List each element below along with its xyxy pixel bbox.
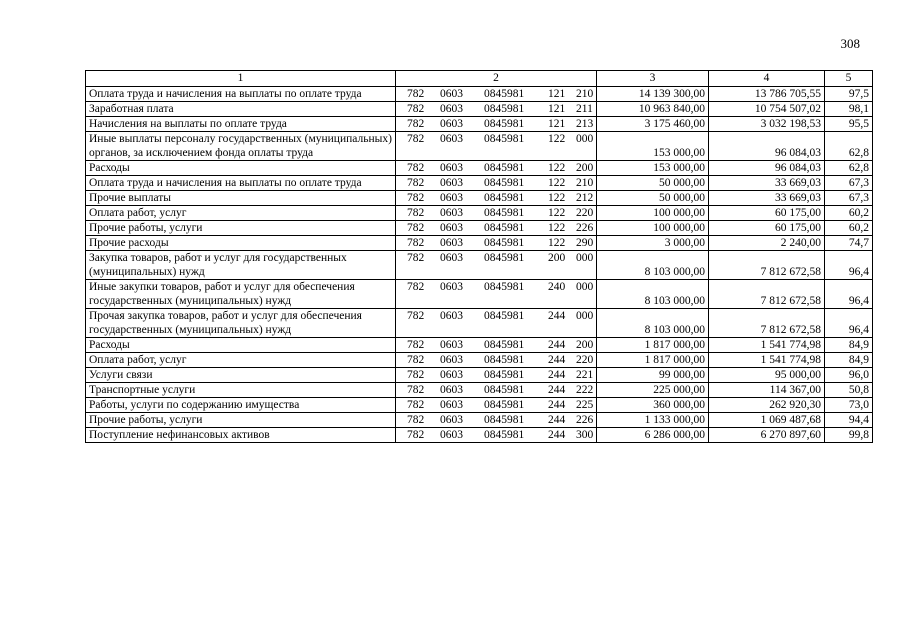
code-part: 0845981: [484, 133, 525, 145]
row-codes: [396, 117, 597, 132]
code-part: 244: [548, 310, 566, 322]
row-plan: 8 103 000,00: [597, 251, 709, 280]
row-name: Начисления на выплаты по оплате труда: [86, 117, 396, 132]
row-percent: 99,8: [825, 428, 873, 443]
code-part: 782: [407, 310, 425, 322]
row-name: Оплата труда и начисления на выплаты по оплате труда: [86, 176, 396, 191]
code-part: 0845981: [484, 162, 525, 174]
code-part: 0603: [440, 103, 463, 115]
row-plan: 100 000,00: [597, 221, 709, 236]
row-codes: [396, 413, 597, 428]
code-part: 0845981: [484, 103, 525, 115]
row-codes: [396, 176, 597, 191]
code-part: 221: [576, 369, 594, 381]
row-fact: 262 920,30: [709, 398, 825, 413]
code-part: 0845981: [484, 252, 525, 264]
code-part: 121: [548, 88, 566, 100]
table-row: [86, 280, 873, 309]
row-name: Работы, услуги по содержанию имущества: [86, 398, 396, 413]
code-part: 000: [576, 133, 594, 145]
row-codes: [396, 383, 597, 398]
code-part: 0845981: [484, 281, 525, 293]
page-number: 308: [840, 36, 860, 51]
row-percent: 73,0: [825, 398, 873, 413]
code-part: 0603: [440, 88, 463, 100]
table-row: [86, 132, 873, 161]
code-part: 782: [407, 118, 425, 130]
table-row: [86, 161, 873, 176]
row-codes: [396, 132, 597, 161]
code-part: 220: [576, 207, 594, 219]
row-codes: [396, 428, 597, 443]
table-row: [86, 117, 873, 132]
row-percent: 97,5: [825, 87, 873, 102]
row-plan: 3 000,00: [597, 236, 709, 251]
row-plan: 153 000,00: [597, 132, 709, 161]
code-part: 0603: [440, 162, 463, 174]
row-percent: 96,4: [825, 280, 873, 309]
row-percent: 94,4: [825, 413, 873, 428]
code-part: 222: [576, 384, 594, 396]
code-part: 0603: [440, 429, 463, 441]
code-part: 200: [576, 162, 594, 174]
code-part: 782: [407, 429, 425, 441]
code-part: 240: [548, 281, 566, 293]
row-fact: 33 669,03: [709, 176, 825, 191]
code-part: 244: [548, 369, 566, 381]
table-row: [86, 398, 873, 413]
row-codes: [396, 251, 597, 280]
row-name: Заработная плата: [86, 102, 396, 117]
code-part: 0845981: [484, 88, 525, 100]
row-name: Расходы: [86, 338, 396, 353]
row-percent: 62,8: [825, 161, 873, 176]
row-fact: 10 754 507,02: [709, 102, 825, 117]
code-part: 782: [407, 133, 425, 145]
code-part: 782: [407, 237, 425, 249]
code-part: 0603: [440, 369, 463, 381]
code-part: 782: [407, 399, 425, 411]
table-row: [86, 102, 873, 117]
code-part: 0845981: [484, 310, 525, 322]
code-part: 782: [407, 414, 425, 426]
row-name: Транспортные услуги: [86, 383, 396, 398]
code-part: 0845981: [484, 118, 525, 130]
code-part: 244: [548, 399, 566, 411]
row-fact: 1 541 774,98: [709, 353, 825, 368]
row-name: Расходы: [86, 161, 396, 176]
row-plan: 153 000,00: [597, 161, 709, 176]
row-percent: 84,9: [825, 338, 873, 353]
row-percent: 62,8: [825, 132, 873, 161]
row-name: Прочие выплаты: [86, 191, 396, 206]
code-part: 0603: [440, 118, 463, 130]
table-row: [86, 87, 873, 102]
table-row: [86, 309, 873, 338]
code-part: 122: [548, 177, 566, 189]
row-plan: 225 000,00: [597, 383, 709, 398]
code-part: 0603: [440, 177, 463, 189]
row-percent: 95,5: [825, 117, 873, 132]
row-plan: 3 175 460,00: [597, 117, 709, 132]
row-codes: [396, 353, 597, 368]
row-name: Прочая закупка товаров, работ и услуг для обеспечения государственных (муниципальных) нужд: [86, 309, 396, 338]
code-part: 211: [576, 103, 593, 115]
code-part: 0603: [440, 252, 463, 264]
row-name: Прочие работы, услуги: [86, 413, 396, 428]
code-part: 226: [576, 222, 594, 234]
code-part: 300: [576, 429, 594, 441]
code-part: 0845981: [484, 339, 525, 351]
row-name: Услуги связи: [86, 368, 396, 383]
table-row: [86, 206, 873, 221]
code-part: 0845981: [484, 384, 525, 396]
code-part: 782: [407, 162, 425, 174]
code-part: 782: [407, 384, 425, 396]
code-part: 0845981: [484, 207, 525, 219]
row-fact: 1 541 774,98: [709, 338, 825, 353]
header-cell: 3: [597, 71, 709, 87]
row-fact: 33 669,03: [709, 191, 825, 206]
row-percent: 60,2: [825, 206, 873, 221]
header-cell: 4: [709, 71, 825, 87]
code-part: 122: [548, 207, 566, 219]
row-name: Оплата труда и начисления на выплаты по оплате труда: [86, 87, 396, 102]
code-part: 000: [576, 310, 594, 322]
code-part: 122: [548, 133, 566, 145]
table-row: [86, 413, 873, 428]
code-part: 122: [548, 237, 566, 249]
code-part: 0845981: [484, 369, 525, 381]
code-part: 000: [576, 281, 594, 293]
code-part: 0845981: [484, 399, 525, 411]
code-part: 0603: [440, 237, 463, 249]
code-part: 782: [407, 207, 425, 219]
header-cell: 5: [825, 71, 873, 87]
code-part: 0845981: [484, 237, 525, 249]
row-codes: [396, 221, 597, 236]
code-part: 213: [576, 118, 594, 130]
row-name: Прочие работы, услуги: [86, 221, 396, 236]
table-row: [86, 191, 873, 206]
row-plan: 1 133 000,00: [597, 413, 709, 428]
code-part: 210: [576, 88, 594, 100]
table-row: [86, 428, 873, 443]
code-part: 212: [576, 192, 594, 204]
row-codes: [396, 191, 597, 206]
row-plan: 1 817 000,00: [597, 353, 709, 368]
code-part: 0603: [440, 281, 463, 293]
table-row: [86, 383, 873, 398]
code-part: 244: [548, 384, 566, 396]
code-part: 0845981: [484, 414, 525, 426]
code-part: 244: [548, 339, 566, 351]
code-part: 210: [576, 177, 594, 189]
code-part: 782: [407, 88, 425, 100]
code-part: 0603: [440, 133, 463, 145]
row-plan: 10 963 840,00: [597, 102, 709, 117]
row-fact: 60 175,00: [709, 206, 825, 221]
row-codes: [396, 280, 597, 309]
row-codes: [396, 398, 597, 413]
row-plan: 14 139 300,00: [597, 87, 709, 102]
row-percent: 50,8: [825, 383, 873, 398]
row-fact: 1 069 487,68: [709, 413, 825, 428]
row-name: Оплата работ, услуг: [86, 206, 396, 221]
row-percent: 96,4: [825, 251, 873, 280]
code-part: 782: [407, 222, 425, 234]
code-part: 0603: [440, 339, 463, 351]
code-part: 0845981: [484, 429, 525, 441]
code-part: 122: [548, 222, 566, 234]
code-part: 200: [576, 339, 594, 351]
code-part: 782: [407, 252, 425, 264]
row-plan: 50 000,00: [597, 191, 709, 206]
row-codes: [396, 161, 597, 176]
code-part: 782: [407, 354, 425, 366]
code-part: 782: [407, 192, 425, 204]
code-part: 290: [576, 237, 594, 249]
row-percent: 96,4: [825, 309, 873, 338]
row-fact: 6 270 897,60: [709, 428, 825, 443]
code-part: 226: [576, 414, 594, 426]
row-fact: 13 786 705,55: [709, 87, 825, 102]
code-part: 0603: [440, 192, 463, 204]
row-codes: [396, 206, 597, 221]
row-fact: 7 812 672,58: [709, 309, 825, 338]
row-codes: [396, 368, 597, 383]
row-percent: 98,1: [825, 102, 873, 117]
row-name: Оплата работ, услуг: [86, 353, 396, 368]
row-plan: 1 817 000,00: [597, 338, 709, 353]
row-fact: 7 812 672,58: [709, 251, 825, 280]
row-name: Иные закупки товаров, работ и услуг для обеспечения государственных (муниципальных) нужд: [86, 280, 396, 309]
code-part: 0603: [440, 354, 463, 366]
row-codes: [396, 236, 597, 251]
row-codes: [396, 87, 597, 102]
row-fact: 95 000,00: [709, 368, 825, 383]
row-plan: 8 103 000,00: [597, 309, 709, 338]
row-percent: 67,3: [825, 176, 873, 191]
row-codes: [396, 102, 597, 117]
row-plan: 50 000,00: [597, 176, 709, 191]
row-name: Иные выплаты персоналу государственных (муниципальных) органов, за исключением фонда оплаты труда: [86, 132, 396, 161]
row-plan: 360 000,00: [597, 398, 709, 413]
code-part: 0603: [440, 384, 463, 396]
header-cell: 1: [86, 71, 396, 87]
code-part: 122: [548, 162, 566, 174]
row-codes: [396, 338, 597, 353]
code-part: 0603: [440, 414, 463, 426]
row-plan: 100 000,00: [597, 206, 709, 221]
row-name: Поступление нефинансовых активов: [86, 428, 396, 443]
code-part: 200: [548, 252, 566, 264]
code-part: 244: [548, 354, 566, 366]
row-percent: 67,3: [825, 191, 873, 206]
code-part: 0603: [440, 222, 463, 234]
row-plan: 99 000,00: [597, 368, 709, 383]
row-fact: 2 240,00: [709, 236, 825, 251]
table-row: [86, 353, 873, 368]
header-cell: 2: [396, 71, 597, 87]
code-part: 244: [548, 429, 566, 441]
code-part: 225: [576, 399, 594, 411]
row-percent: 96,0: [825, 368, 873, 383]
row-percent: 84,9: [825, 353, 873, 368]
table-header-row: [86, 71, 873, 87]
row-plan: 6 286 000,00: [597, 428, 709, 443]
code-part: 0603: [440, 310, 463, 322]
code-part: 0845981: [484, 222, 525, 234]
code-part: 782: [407, 339, 425, 351]
row-percent: 74,7: [825, 236, 873, 251]
table-row: [86, 176, 873, 191]
budget-table: [85, 70, 873, 443]
code-part: 782: [407, 369, 425, 381]
row-name: Закупка товаров, работ и услуг для государственных (муниципальных) нужд: [86, 251, 396, 280]
row-fact: 114 367,00: [709, 383, 825, 398]
code-part: 782: [407, 103, 425, 115]
table-row: [86, 251, 873, 280]
code-part: 000: [576, 252, 594, 264]
code-part: 0845981: [484, 177, 525, 189]
row-fact: 7 812 672,58: [709, 280, 825, 309]
row-fact: 96 084,03: [709, 132, 825, 161]
row-codes: [396, 309, 597, 338]
code-part: 0845981: [484, 192, 525, 204]
code-part: 0603: [440, 399, 463, 411]
code-part: 782: [407, 281, 425, 293]
code-part: 121: [548, 103, 566, 115]
code-part: 121: [548, 118, 566, 130]
table-row: [86, 236, 873, 251]
code-part: 220: [576, 354, 594, 366]
code-part: 0603: [440, 207, 463, 219]
code-part: 122: [548, 192, 566, 204]
code-part: 0845981: [484, 354, 525, 366]
table-row: [86, 368, 873, 383]
table-row: [86, 338, 873, 353]
row-percent: 60,2: [825, 221, 873, 236]
code-part: 782: [407, 177, 425, 189]
row-fact: 60 175,00: [709, 221, 825, 236]
row-plan: 8 103 000,00: [597, 280, 709, 309]
row-name: Прочие расходы: [86, 236, 396, 251]
row-fact: 96 084,03: [709, 161, 825, 176]
code-part: 244: [548, 414, 566, 426]
table-row: [86, 221, 873, 236]
row-fact: 3 032 198,53: [709, 117, 825, 132]
